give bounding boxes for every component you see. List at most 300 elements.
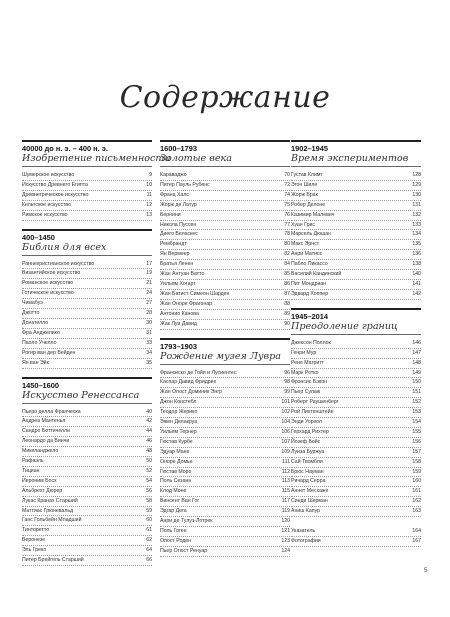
toc-entry[interactable] <box>160 181 290 191</box>
toc-entry[interactable] <box>160 290 290 300</box>
entry-title: Братья Ленен <box>160 261 194 268</box>
entry-title: Пьеро делла Франческа <box>22 408 81 415</box>
section-rule <box>160 140 290 142</box>
entry-page: 154 <box>412 419 421 426</box>
entry-page: 11 <box>146 191 152 198</box>
toc-entry[interactable] <box>291 270 421 280</box>
toc-entry[interactable] <box>160 211 290 221</box>
entry-title: Кельтское искусство <box>22 201 72 208</box>
entry-page: 27 <box>146 300 152 307</box>
toc-entry[interactable] <box>160 487 290 497</box>
entry-title: Гюстав Моро <box>160 468 192 475</box>
entry-title: Уильям Тернер <box>160 428 197 435</box>
entry-title: Рогир ван дер Вейден <box>22 349 76 356</box>
entry-page: 58 <box>146 497 152 504</box>
entry-page: 59 <box>146 507 152 514</box>
section-period: 40000 до н. э. – 400 н. э. <box>22 144 108 153</box>
entry-title: Искусство Древнего Египта <box>22 181 88 188</box>
entry-page: 163 <box>412 508 421 515</box>
entry-title: Брюс Науман <box>291 468 324 475</box>
entry-page: 42 <box>146 418 152 425</box>
entry-page: 50 <box>146 458 152 465</box>
entry-page: 40 <box>146 408 152 415</box>
entry-page: 85 <box>284 271 290 278</box>
entry-page: 66 <box>146 557 152 564</box>
entry-page: 35 <box>146 359 152 366</box>
entry-page: 167 <box>412 538 421 544</box>
toc-entry[interactable] <box>22 516 152 526</box>
entry-page: 64 <box>146 547 152 554</box>
toc-entry[interactable] <box>291 507 421 517</box>
entry-title: Сай Твомбли <box>291 458 323 465</box>
toc-entry[interactable] <box>291 438 421 448</box>
toc-section <box>22 229 152 369</box>
entry-title: Бернини <box>160 211 181 218</box>
toc-section <box>160 140 290 330</box>
toc-entry[interactable] <box>22 349 152 359</box>
entry-title: Джон Констебл <box>160 399 197 406</box>
toc-entry[interactable] <box>291 477 421 487</box>
toc-entry[interactable] <box>22 487 152 497</box>
toc-entry[interactable] <box>160 221 290 231</box>
toc-entry[interactable] <box>291 487 421 497</box>
toc-entry[interactable] <box>22 507 152 517</box>
entry-page: 106 <box>281 428 290 435</box>
entry-title: Йозеф Бойс <box>291 438 321 445</box>
toc-section <box>160 338 290 557</box>
entry-title: Жан Батист Симеон Шарден <box>160 290 230 297</box>
entry-title: Фотографии <box>291 538 321 544</box>
toc-entry[interactable] <box>291 339 421 349</box>
section-period: 1902–1945 <box>291 144 328 153</box>
toc-entry[interactable] <box>22 309 152 319</box>
entry-title: Рембрандт <box>160 241 187 248</box>
entry-page: 31 <box>146 329 152 336</box>
section-title: Время экспериментов <box>291 153 421 167</box>
toc-entry[interactable] <box>160 378 290 388</box>
entry-title: Раннехристианское искусство <box>22 260 95 267</box>
entry-title: Эдуар Мане <box>160 448 190 455</box>
entry-page: 109 <box>281 448 290 455</box>
entry-page: 98 <box>284 379 290 386</box>
toc-entry[interactable] <box>160 191 290 201</box>
toc-entry[interactable] <box>291 497 421 507</box>
entry-title: Караваджо <box>160 172 187 178</box>
toc-entry[interactable] <box>291 230 421 240</box>
toc-entry[interactable] <box>22 447 152 457</box>
entry-title: Клод Моне <box>160 488 187 495</box>
toc-entry[interactable] <box>160 408 290 418</box>
toc-entry[interactable] <box>22 191 152 201</box>
entry-page: 10 <box>146 181 152 188</box>
entry-title: Ян Вермеер <box>160 251 190 258</box>
entry-page: 128 <box>412 172 421 178</box>
section-rule <box>160 338 290 340</box>
section-rule <box>22 229 152 231</box>
entry-page: 130 <box>412 191 421 198</box>
entry-page: 102 <box>281 409 290 416</box>
entry-title: Поль Сезанн <box>160 478 192 485</box>
toc-entry[interactable] <box>160 260 290 270</box>
entry-title: Эдвард Хоппер <box>291 290 329 297</box>
section-period: 1600–1793 <box>160 144 197 153</box>
toc-entry[interactable] <box>22 457 152 467</box>
toc-entry[interactable] <box>291 428 421 438</box>
entry-page: 60 <box>146 517 152 524</box>
toc-entry[interactable] <box>22 477 152 487</box>
entry-title: Рой Лихтенштейн <box>291 409 334 416</box>
entry-title: Антонио Канова <box>160 310 199 317</box>
entry-title: Готическое искусство <box>22 290 74 297</box>
entry-page: 46 <box>146 438 152 445</box>
toc-entry[interactable] <box>291 388 421 398</box>
entry-title: Жорж Брак <box>291 191 318 198</box>
entry-title: Луиза Буржуа <box>291 448 325 455</box>
toc-entry[interactable] <box>160 250 290 260</box>
toc-entry[interactable] <box>22 181 152 191</box>
entry-page: 33 <box>146 339 152 346</box>
entry-title: Энди Уорхол <box>291 419 322 426</box>
entry-title: Тинторетто <box>22 527 50 534</box>
toc-entry[interactable] <box>291 191 421 201</box>
entry-page: 54 <box>146 477 152 484</box>
entry-page: 149 <box>412 369 421 376</box>
entry-page: 84 <box>284 261 290 268</box>
entry-page: 107 <box>281 438 290 445</box>
entry-page: 87 <box>284 290 290 297</box>
entry-page: 21 <box>146 280 152 287</box>
section-period: 1793–1903 <box>160 341 197 351</box>
toc-entry[interactable] <box>291 201 421 211</box>
section-title: Преодоление границ <box>291 321 421 335</box>
entry-title: Фра Анджелико <box>22 329 60 336</box>
toc-entry[interactable] <box>291 418 421 428</box>
entry-page: 48 <box>146 448 152 455</box>
entry-page: 159 <box>412 468 421 475</box>
toc-entry[interactable] <box>160 517 290 527</box>
entry-title: Рене Магритт <box>291 359 324 366</box>
toc-entry[interactable] <box>160 398 290 408</box>
entry-title: Генри Мур <box>291 349 317 356</box>
entry-page: 111 <box>282 458 290 465</box>
entry-title: Роберт Раушенберг <box>291 399 339 406</box>
toc-entry[interactable] <box>22 299 152 309</box>
section-title: Библия для всех <box>22 242 152 256</box>
entry-title: Древнегреческое искусство <box>22 191 89 198</box>
entry-title: Питер Брейгель Старший <box>22 557 84 564</box>
entry-page: 152 <box>412 399 421 406</box>
toc-entry[interactable] <box>291 240 421 250</box>
entry-page: 162 <box>412 498 421 505</box>
toc-entry[interactable] <box>22 497 152 507</box>
toc-entry[interactable] <box>291 211 421 221</box>
entry-page: 133 <box>412 221 421 228</box>
section-title: Рождение музея Лувра <box>160 351 290 365</box>
entry-page: 120 <box>281 518 290 525</box>
entry-title: Густав Климт <box>291 172 323 178</box>
toc-entry[interactable] <box>291 349 421 359</box>
entry-page: 112 <box>281 468 290 475</box>
entry-page: 136 <box>412 251 421 258</box>
toc-entry[interactable] <box>22 339 152 349</box>
section-rule <box>291 308 421 310</box>
entry-title: Римское искусство <box>22 211 68 218</box>
entry-title: Жан Огюст Доминик Энгр <box>160 389 223 396</box>
entry-title: Синди Шерман <box>291 498 328 505</box>
entry-page: 86 <box>284 280 290 287</box>
entry-page: 124 <box>281 547 290 554</box>
entry-page: 131 <box>412 201 421 208</box>
toc-entry[interactable] <box>160 497 290 507</box>
toc-entry[interactable] <box>291 527 421 537</box>
toc-entry[interactable] <box>160 310 290 320</box>
entry-title: Хуан Грис <box>291 221 315 228</box>
entry-title: Гюстав Курбе <box>160 438 193 445</box>
toc-entry[interactable] <box>160 201 290 211</box>
entry-page: 121 <box>281 528 290 534</box>
toc-entry[interactable] <box>291 458 421 468</box>
entry-title: Паоло Учелло <box>22 339 57 346</box>
entry-page: 113 <box>281 478 290 485</box>
entry-title: Винсент Ван Гог <box>160 498 200 505</box>
toc-entry[interactable] <box>22 289 152 299</box>
entry-title: Робер Делоне <box>291 201 326 208</box>
toc-entry[interactable] <box>22 417 152 427</box>
toc-entry[interactable] <box>160 230 290 240</box>
entry-title: Иероним Босх <box>22 477 57 484</box>
entry-page: 129 <box>412 181 421 188</box>
entry-title: Макс Эрнст <box>291 241 320 248</box>
entry-title: Франц Халс <box>160 191 189 198</box>
entry-title: Эгон Шиле <box>291 181 318 188</box>
entry-page: 101 <box>281 399 290 406</box>
entry-title: Донателло <box>22 319 49 326</box>
toc-entry[interactable] <box>160 547 290 557</box>
toc-entry[interactable] <box>291 537 421 547</box>
entry-title: Микеланджело <box>22 448 59 455</box>
toc-entry[interactable] <box>291 408 421 418</box>
entry-page: 19 <box>146 270 152 277</box>
entry-title: Тициан <box>22 467 40 474</box>
entry-page: 151 <box>412 389 421 396</box>
entry-title: Казимир Малевич <box>291 211 335 218</box>
entry-title: Альбрехт Дюрер <box>22 487 63 494</box>
section-rule <box>22 377 152 379</box>
toc-entry[interactable] <box>22 556 152 566</box>
entry-title: Диего Веласкес <box>160 231 198 238</box>
toc-entry[interactable] <box>160 240 290 250</box>
toc-section <box>291 140 421 300</box>
entry-page: 157 <box>412 448 421 455</box>
entry-page: 88 <box>284 300 290 307</box>
entry-page: 34 <box>146 349 152 356</box>
entry-page: 115 <box>281 488 290 495</box>
toc-entry[interactable] <box>160 527 290 537</box>
entry-title: Чимабуэ <box>22 300 43 307</box>
section-title: Изобретение письменности <box>22 153 152 167</box>
toc-entry[interactable] <box>160 369 290 379</box>
toc-entry[interactable] <box>22 536 152 546</box>
toc-column-3 <box>291 140 421 555</box>
toc-entry[interactable] <box>160 537 290 547</box>
entry-page: 99 <box>284 389 290 396</box>
toc-entry[interactable] <box>291 280 421 290</box>
toc-entry[interactable] <box>22 437 152 447</box>
entry-title: Жан Оноре Фрагонар <box>160 300 213 307</box>
entry-page: 13 <box>146 211 152 218</box>
toc-entry[interactable] <box>160 428 290 438</box>
toc-entry[interactable] <box>291 359 421 369</box>
toc-entry[interactable] <box>160 270 290 280</box>
entry-title: Джотто <box>22 310 40 317</box>
entry-title: Герхард Рихтер <box>291 428 329 435</box>
entry-page: 52 <box>146 467 152 474</box>
entry-title: Романское искусство <box>22 280 74 287</box>
entry-title: Ян ван Эйк <box>22 359 49 366</box>
entry-page: 75 <box>284 201 290 208</box>
toc-entry[interactable] <box>160 477 290 487</box>
toc-entry[interactable] <box>291 378 421 388</box>
entry-page: 62 <box>146 537 152 544</box>
section-title: Золотые века <box>160 153 290 167</box>
entry-page: 44 <box>146 428 152 435</box>
entry-title: Питер Пауль Рубенс <box>160 181 210 188</box>
toc-entry[interactable] <box>22 359 152 369</box>
toc-entry[interactable] <box>160 448 290 458</box>
entry-title: Оноре Домье <box>160 458 193 465</box>
toc-entry[interactable] <box>160 171 290 181</box>
entry-title: Византийское искусство <box>22 270 81 277</box>
entry-title: Леонардо да Винчи <box>22 438 70 445</box>
entry-page: 155 <box>412 428 421 435</box>
toc-entry[interactable] <box>22 211 152 221</box>
section-rule <box>22 140 152 142</box>
entry-page: 142 <box>412 290 421 297</box>
entry-title: Веронезе <box>22 537 45 544</box>
entry-title: Жак Луи Давид <box>160 320 197 327</box>
entry-title: Рафаэль <box>22 458 44 465</box>
entry-page: 150 <box>412 379 421 386</box>
toc-entry[interactable] <box>160 418 290 428</box>
toc-entry[interactable] <box>22 260 152 270</box>
entry-title: Огюст Роден <box>160 537 192 544</box>
toc-section <box>22 377 152 567</box>
entry-title: Аниш Капур <box>291 508 320 515</box>
page-number: 5 <box>424 568 428 574</box>
toc-entry[interactable] <box>22 171 152 181</box>
toc-entry[interactable] <box>22 201 152 211</box>
toc-column-2 <box>160 140 290 565</box>
toc-section <box>291 308 421 517</box>
entry-page: 164 <box>412 528 421 535</box>
entry-title: Уильям Хогарт <box>160 280 196 287</box>
entry-page: 138 <box>412 261 421 268</box>
entry-title: Сандро Боттичелли <box>22 428 70 435</box>
entry-page: 147 <box>412 349 421 356</box>
toc-entry[interactable] <box>22 467 152 477</box>
toc-entry[interactable] <box>291 448 421 458</box>
entry-page: 70 <box>284 172 290 178</box>
toc-entry[interactable] <box>291 250 421 260</box>
toc-entry[interactable] <box>22 329 152 339</box>
section-period: 1945–2014 <box>291 311 328 321</box>
entry-title: Эжен Делакруа <box>160 419 198 426</box>
entry-title: Пабло Пикассо <box>291 261 328 268</box>
toc-entry[interactable] <box>160 280 290 290</box>
toc-entry[interactable] <box>160 300 290 310</box>
entry-page: 156 <box>412 438 421 445</box>
toc-entry[interactable] <box>22 427 152 437</box>
entry-page: 117 <box>281 498 290 505</box>
entry-page: 80 <box>284 241 290 248</box>
toc-entry[interactable] <box>22 546 152 556</box>
toc-entry[interactable] <box>160 468 290 478</box>
entry-title: Теодор Жерико <box>160 409 198 416</box>
entry-page: 9 <box>149 172 152 178</box>
toc-entry[interactable] <box>291 171 421 181</box>
entry-page: 123 <box>281 537 290 544</box>
toc-entry[interactable] <box>291 290 421 300</box>
entry-page: 77 <box>284 221 290 228</box>
entry-title: Каспар Давид Фридрих <box>160 379 217 386</box>
entry-title: Пьер Огюст Ренуар <box>160 547 208 554</box>
toc-entry[interactable] <box>160 320 290 330</box>
toc-entry[interactable] <box>160 507 290 517</box>
section-title: Искусство Ренессанса <box>22 390 152 404</box>
toc-entry[interactable] <box>291 221 421 231</box>
toc-entry[interactable] <box>22 269 152 279</box>
entry-title: Пит Мондриан <box>291 280 327 287</box>
toc-entry[interactable] <box>291 181 421 191</box>
toc-entry[interactable] <box>22 408 152 418</box>
entry-page: 90 <box>284 320 290 327</box>
entry-page: 135 <box>412 241 421 248</box>
toc-entry[interactable] <box>22 526 152 536</box>
entry-title: Пьер Сулаж <box>291 389 321 396</box>
entry-page: 76 <box>284 211 290 218</box>
toc-entry[interactable] <box>291 468 421 478</box>
page-title: Содержание <box>119 80 331 115</box>
entry-page: 78 <box>284 231 290 238</box>
entry-page: 146 <box>412 339 421 346</box>
entry-page: 134 <box>412 231 421 238</box>
entry-title: Шумерское искусство <box>22 172 75 178</box>
entry-title: Андреа Мантенья <box>22 418 66 425</box>
entry-title: Ричард Серра <box>291 478 326 485</box>
entry-page: 158 <box>412 458 421 465</box>
entry-title: Фрэнсис Бэкон <box>291 379 327 386</box>
entry-title: Жан Антуан Ватто <box>160 271 205 278</box>
toc-entry[interactable] <box>160 458 290 468</box>
entry-page: 160 <box>412 478 421 485</box>
entry-title: Лукас Кранах Старший <box>22 497 78 504</box>
toc-entry[interactable] <box>291 260 421 270</box>
entry-page: 82 <box>284 251 290 258</box>
entry-title: Маттиас Грюневальд <box>22 507 74 514</box>
toc-entry[interactable] <box>291 369 421 379</box>
entry-title: Марсель Дюшан <box>291 231 331 238</box>
entry-title: Марк Ротко <box>291 369 319 376</box>
toc-entry[interactable] <box>22 319 152 329</box>
entry-page: 28 <box>146 310 152 317</box>
toc-entry[interactable] <box>160 388 290 398</box>
entry-page: 30 <box>146 319 152 326</box>
toc-entry[interactable] <box>160 438 290 448</box>
toc-entry[interactable] <box>22 279 152 289</box>
entry-title: Жорж де Латур <box>160 201 197 208</box>
entry-title: Аннет Мессаже <box>291 488 329 495</box>
toc-entry[interactable] <box>291 398 421 408</box>
